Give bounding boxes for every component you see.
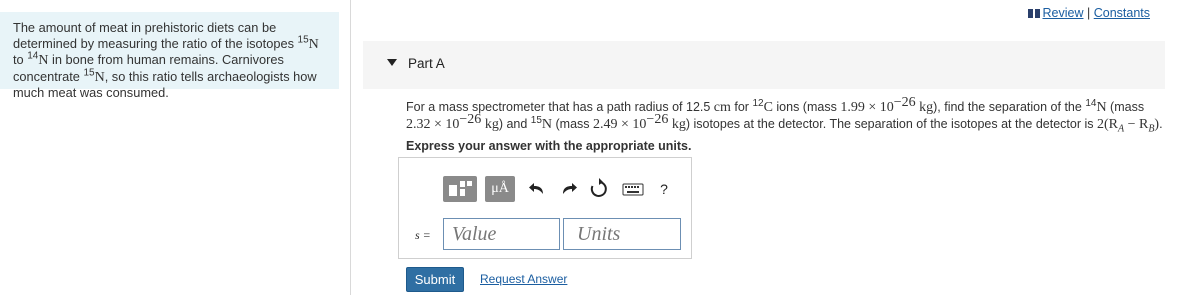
isotope-mass-14: 14 [27, 50, 39, 62]
part-header[interactable] [363, 41, 1165, 89]
answer-area [398, 157, 692, 259]
isotope-symbol-n: N [94, 69, 105, 85]
question-segment: for [730, 100, 753, 114]
question-segment: For a mass spectrometer that has a path radius of 12.5 [406, 100, 714, 114]
formula-subscript-a: A [1117, 123, 1125, 135]
undo-icon[interactable] [527, 176, 549, 202]
question-segment: . [1159, 117, 1163, 131]
top-links [1028, 6, 1151, 20]
templates-button[interactable] [443, 176, 477, 202]
formula-part: − R [1124, 117, 1149, 132]
column-divider [350, 0, 351, 295]
question-segment: ), find the separation of the [933, 100, 1086, 114]
question-segment: ) and [498, 117, 531, 131]
keyboard-icon[interactable] [620, 176, 646, 202]
value-input[interactable]: Value [443, 218, 560, 250]
link-separator: | [1086, 6, 1091, 20]
reset-icon[interactable] [588, 176, 610, 202]
formula-part: ) [1154, 117, 1160, 132]
constants-link[interactable]: Constants [1093, 6, 1150, 20]
isotope-symbol-n: N [1096, 100, 1107, 115]
part-title: Part A [408, 56, 445, 71]
mass-value-n14: 2.32 × 10 [406, 117, 460, 132]
question-segment: (mass [1106, 100, 1145, 114]
answer-instruction: Express your answer with the appropriate units. [406, 139, 692, 153]
mass-value-n15: 2.49 × 10 [593, 117, 647, 132]
intro-text-3: in bone from human remains. Carnivores concentrate [13, 52, 284, 84]
units-input[interactable]: Units [563, 218, 681, 250]
unit-kg: kg [668, 117, 686, 132]
intro-text-4: , so this ratio tells archaeologists how much meat was consumed. [13, 68, 317, 100]
submit-button[interactable]: Submit [406, 267, 464, 292]
question-segment: ) isotopes at the detector. The separation of the isotopes at the detector is [685, 117, 1097, 131]
help-icon[interactable]: ? [660, 181, 668, 197]
mass-value-c: 1.99 × 10 [840, 100, 894, 115]
review-link[interactable]: Review [1042, 6, 1084, 20]
isotope-symbol-n: N [541, 117, 553, 132]
isotope-symbol-c: C [763, 100, 773, 115]
variable-s: s = [415, 228, 431, 242]
question-segment: ions (mass [772, 100, 841, 114]
unit-cm: cm [713, 100, 731, 115]
problem-intro [0, 12, 339, 100]
redo-icon[interactable] [557, 176, 579, 202]
caret-down-icon[interactable] [387, 59, 397, 66]
intro-text-2: to [13, 52, 28, 67]
isotope-mass-15: 15 [530, 114, 542, 126]
isotope-mass-12: 12 [752, 97, 764, 109]
request-answer-link[interactable]: Request Answer [480, 272, 568, 286]
units-symbol-button[interactable]: μÅ [485, 176, 515, 202]
formula-subscript-b: B [1148, 123, 1155, 135]
unit-kg: kg [915, 100, 934, 115]
mass-exponent-c: −26 [893, 94, 916, 110]
answer-variable-label [415, 228, 431, 243]
formula-part: 2(R [1096, 117, 1118, 132]
question-text [406, 94, 1166, 138]
intro-text-1: The amount of meat in prehistoric diets can be determined by measuring the ratio of the isotopes [13, 20, 298, 51]
isotope-symbol-n: N [308, 36, 319, 52]
mass-exponent-n14: −26 [459, 111, 482, 127]
isotope-mass-15: 15 [83, 67, 95, 79]
unit-kg: kg [481, 117, 499, 132]
templates-icon [443, 176, 477, 202]
mass-exponent-n15: −26 [646, 111, 669, 127]
question-segment: (mass [552, 117, 594, 131]
book-icon [1028, 9, 1040, 18]
isotope-mass-15: 15 [297, 34, 309, 46]
isotope-symbol-n: N [38, 53, 49, 68]
isotope-mass-14: 14 [1085, 97, 1097, 109]
